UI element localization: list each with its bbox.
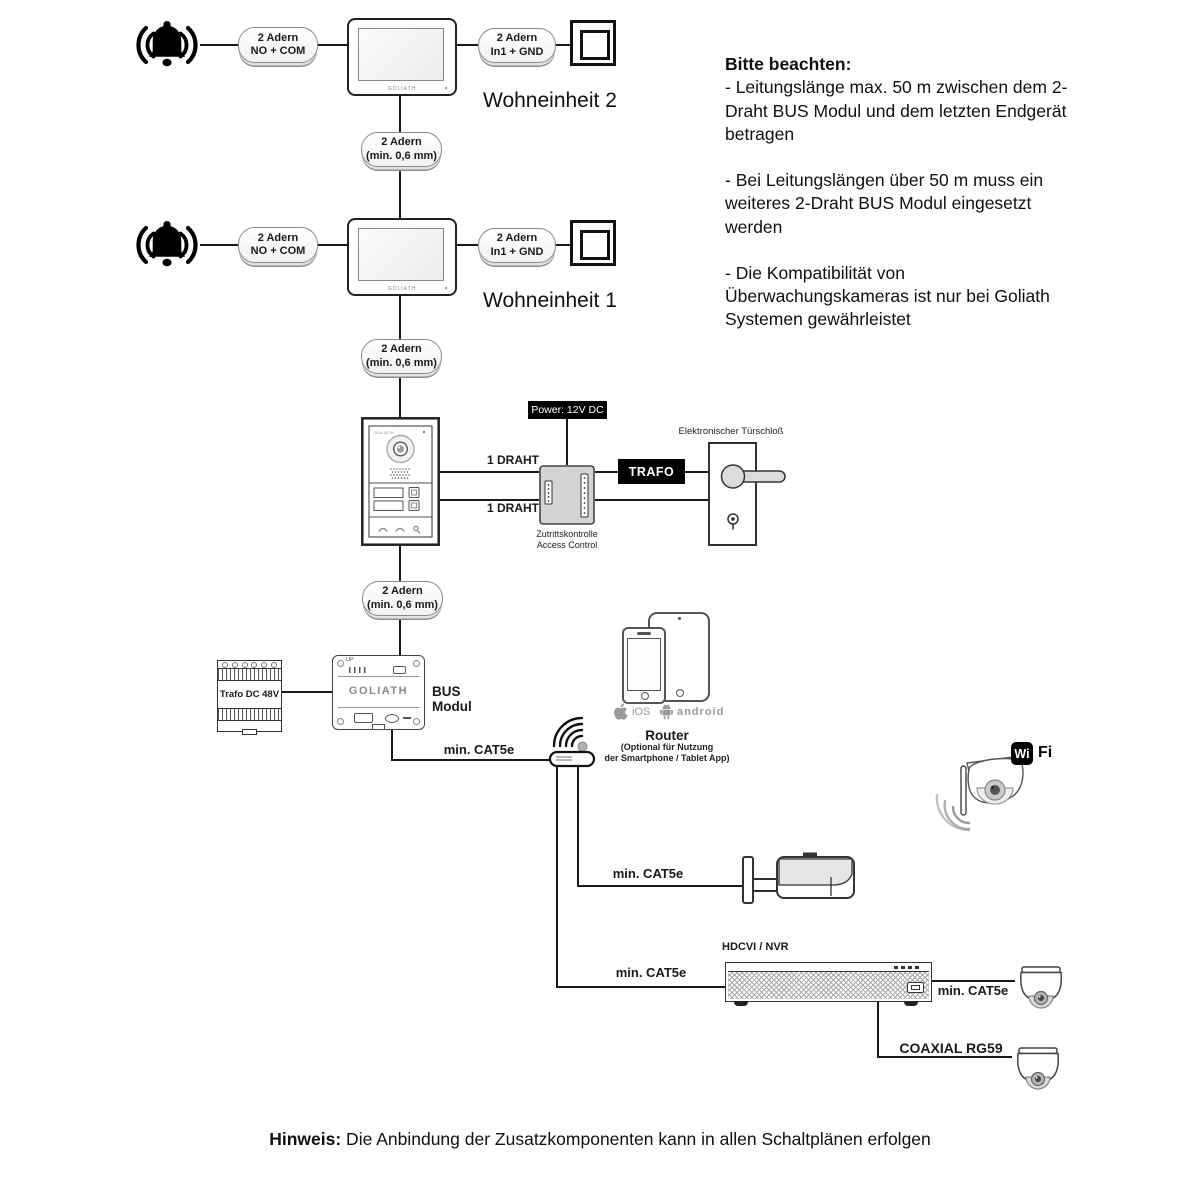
door-lock — [708, 442, 757, 546]
up-marking: UP — [346, 657, 354, 663]
dome-camera — [1014, 965, 1068, 1017]
cable-pill-min06 — [362, 581, 443, 616]
wire — [391, 728, 393, 761]
din-clip — [372, 724, 385, 730]
din-transformer — [217, 660, 282, 732]
unit1-label: Wohneinheit 1 — [483, 289, 617, 312]
router-caption-line2: der Smartphone / Tablet App) — [604, 753, 730, 764]
unit2-label: Wohneinheit 2 — [483, 89, 617, 112]
router-caption — [592, 742, 742, 765]
cable-pill-in1-gnd — [478, 28, 556, 63]
note-item: - Bei Leitungslängen über 50 m muss ein weiteres 2-Draht BUS Modul eingesetzt werden — [725, 170, 1044, 237]
bell-icon — [133, 213, 201, 279]
pill-line2: In1 + GND — [490, 45, 544, 58]
apple-icon — [613, 703, 628, 721]
nvr-led — [901, 966, 905, 969]
platform-logos — [613, 701, 733, 723]
cable-pill-no-com — [238, 227, 318, 263]
note-item: - Die Kompatibilität von Überwachungskameras ist nur bei Goliath Systemen gewährleistet — [725, 262, 1050, 330]
door-station — [361, 417, 440, 546]
screw-hole — [413, 660, 420, 667]
wire — [399, 292, 401, 340]
wifi-badge-fi: Fi — [1038, 744, 1053, 761]
power-supply-box: Power: 12V DC — [528, 401, 607, 419]
access-control-caption — [527, 529, 607, 552]
pill-line2: NO + COM — [250, 245, 306, 257]
nvr-led — [915, 966, 919, 969]
wire — [556, 986, 725, 988]
bus-module-label: BUS Modul — [432, 684, 472, 714]
cable-pill-min06 — [361, 339, 442, 374]
bus-brand: GOLIATH — [348, 685, 409, 697]
lock-label: Elektronischer Türschloß — [678, 426, 784, 437]
wire — [200, 44, 238, 46]
trafo-box: TRAFO — [618, 459, 685, 484]
android-label: android — [677, 706, 725, 718]
wire — [440, 471, 539, 473]
pill-line1: 2 Adern — [496, 32, 538, 45]
wire — [200, 244, 238, 246]
wire-label-1draht: 1 DRAHT — [486, 501, 539, 515]
wire — [566, 419, 568, 465]
wire — [556, 766, 558, 988]
footnote-bold: Hinweis: — [269, 1129, 342, 1149]
monitor-led — [445, 87, 447, 89]
connector-icon — [385, 714, 399, 723]
tablet-camera-dot — [678, 617, 681, 620]
wire-label-coax: COAXIAL RG59 — [899, 1040, 1003, 1056]
divider — [338, 707, 419, 708]
wire — [595, 471, 618, 473]
indoor-monitor-unit2 — [347, 18, 457, 96]
router-title: Router — [645, 728, 689, 743]
nvr-led — [894, 966, 898, 969]
nvr-usb-port — [907, 982, 924, 993]
pill-line1: 2 Adern — [381, 343, 422, 356]
access-caption-line1: Zutrittskontrolle — [536, 529, 598, 539]
door-handle-icon — [708, 442, 788, 542]
bullet-camera — [741, 851, 857, 909]
wire-label-cat5e: min. CAT5e — [615, 965, 687, 980]
wire — [877, 1000, 879, 1057]
pill-line1: 2 Adern — [381, 136, 422, 149]
doorbell-button-inner — [580, 30, 610, 60]
terminal-pins — [349, 667, 369, 673]
wire-label-cat5e: min. CAT5e — [612, 866, 684, 881]
cable-pill-no-com — [238, 27, 318, 63]
pill-line1: 2 Adern — [382, 585, 423, 598]
smartphone-icon — [622, 627, 666, 704]
din-ribs — [218, 668, 281, 681]
divider — [338, 676, 419, 677]
dome-camera — [1011, 1046, 1065, 1098]
trafo-din-label: Trafo DC 48V — [219, 689, 280, 700]
phone-speaker — [637, 632, 651, 635]
wire — [685, 471, 708, 473]
nvr-label: HDCVI / NVR — [722, 941, 789, 953]
monitor-led — [445, 287, 447, 289]
screw-hole — [413, 718, 420, 725]
wire — [391, 759, 552, 761]
access-control-box — [539, 465, 595, 525]
bell-icon — [133, 13, 201, 79]
wire — [930, 980, 1015, 982]
wire — [399, 167, 401, 218]
pill-line2: In1 + GND — [490, 245, 544, 258]
footnote-text: Die Anbindung der Zusatzkomponenten kann in allen Schaltplänen erfolgen — [341, 1129, 931, 1149]
wire-label-1draht: 1 DRAHT — [486, 453, 539, 467]
wire — [877, 1056, 1012, 1058]
tablet-home-button — [676, 689, 684, 697]
pill-line2: NO + COM — [250, 45, 306, 57]
bus-module — [332, 655, 425, 730]
wire — [577, 766, 579, 887]
doorbell-button-icon — [570, 20, 616, 66]
nvr-foot — [904, 1001, 918, 1006]
ios-label: iOS — [632, 706, 651, 718]
cable-pill-min06 — [361, 132, 442, 167]
access-caption-line2: Access Control — [536, 540, 598, 551]
monitor-brand: GOLIATH — [387, 286, 417, 292]
notes-heading: Bitte beachten: — [725, 54, 852, 74]
wire — [399, 613, 401, 655]
nvr-foot — [734, 1001, 748, 1006]
wire — [399, 546, 401, 582]
wire — [399, 371, 401, 417]
wire — [595, 499, 708, 501]
router-caption-line1: (Optional für Nutzung — [620, 742, 714, 752]
pill-line2: (min. 0,6 mm) — [366, 356, 437, 369]
notes-block — [725, 53, 1077, 345]
wire — [316, 244, 347, 246]
terminal-pins — [222, 662, 277, 667]
phone-home-button — [641, 692, 649, 700]
screw-hole — [337, 660, 344, 667]
cable-pill-in1-gnd — [478, 228, 556, 263]
monitor-screen — [358, 228, 444, 281]
connector-icon — [393, 666, 406, 674]
doorbell-button-inner — [580, 230, 610, 260]
wire-label-cat5e: min. CAT5e — [937, 983, 1009, 998]
wire — [577, 885, 745, 887]
pill-line1: 2 Adern — [257, 231, 299, 244]
connector-icon — [403, 717, 411, 719]
wifi-badge-wi: Wi — [1011, 742, 1033, 765]
monitor-brand: GOLIATH — [387, 86, 417, 92]
rj45-port-icon — [354, 713, 373, 723]
wire — [316, 44, 347, 46]
svg-text:GOLIATH: GOLIATH — [374, 430, 395, 435]
pill-line1: 2 Adern — [496, 232, 538, 245]
din-ribs — [218, 708, 281, 721]
phone-screen — [627, 638, 661, 691]
wire — [399, 92, 401, 133]
nvr-recorder — [725, 962, 932, 1002]
pill-line2: (min. 0,6 mm) — [367, 598, 438, 611]
android-icon — [659, 703, 674, 720]
footnote — [0, 1129, 1200, 1150]
doorbell-button-icon — [570, 220, 616, 266]
note-item: - Leitungslänge max. 50 m zwischen dem 2-Draht BUS Modul und dem letzten Endgerät betragen — [725, 77, 1068, 144]
din-clip — [242, 729, 257, 735]
indoor-monitor-unit1 — [347, 218, 457, 296]
screw-hole — [337, 718, 344, 725]
pill-line1: 2 Adern — [257, 31, 299, 44]
wire — [280, 691, 332, 693]
pill-line2: (min. 0,6 mm) — [366, 149, 437, 162]
nvr-mesh-front — [728, 971, 929, 999]
wire-label-cat5e: min. CAT5e — [443, 742, 515, 757]
nvr-led — [908, 966, 912, 969]
monitor-screen — [358, 28, 444, 81]
